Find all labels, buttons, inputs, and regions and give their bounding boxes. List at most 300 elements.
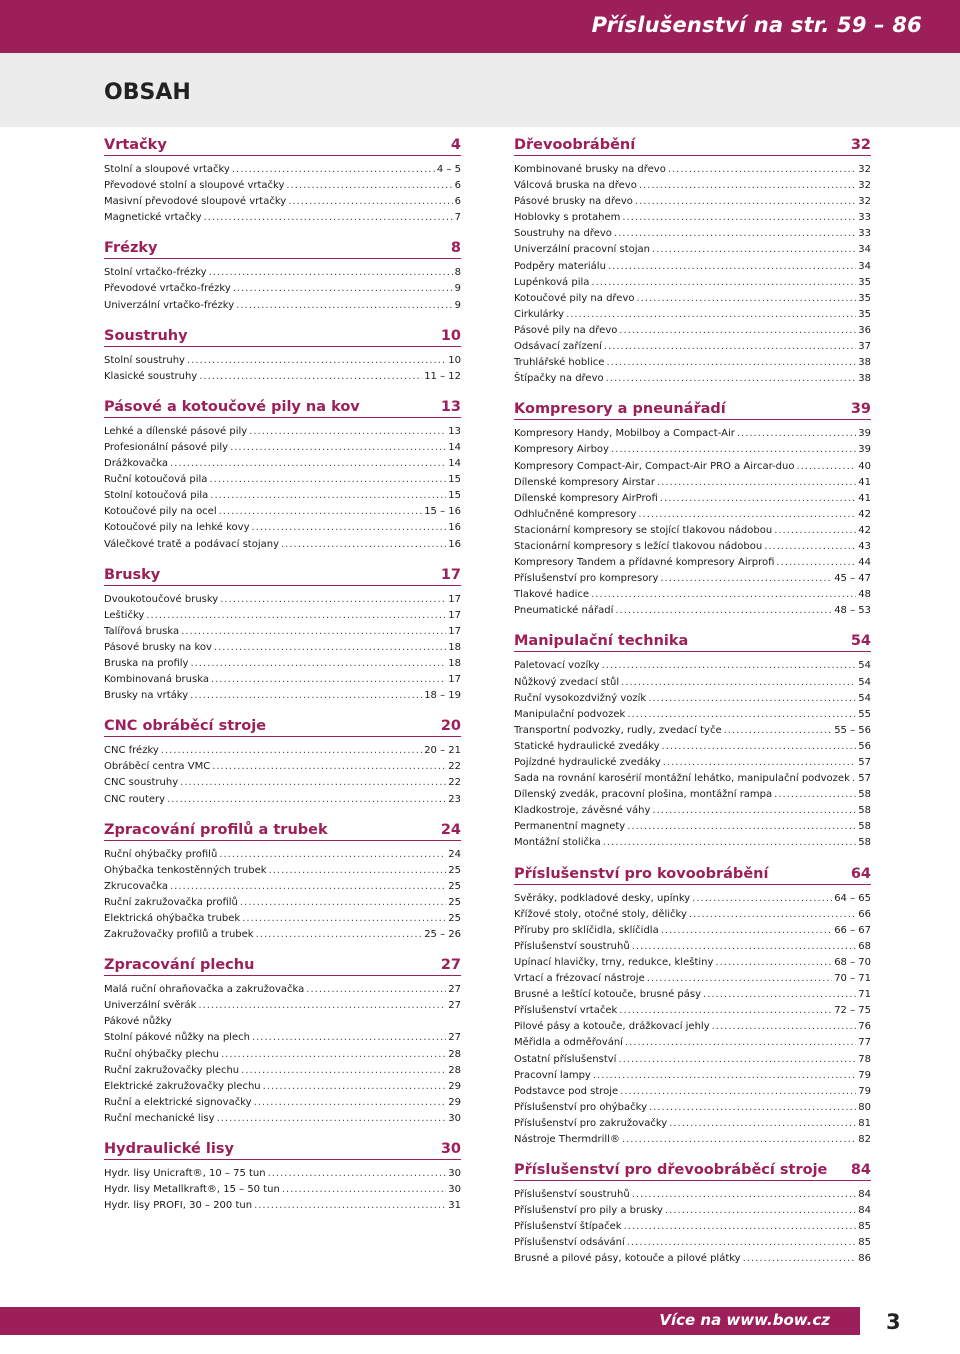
entry-label: Hydr. lisy PROFI, 30 – 200 tun bbox=[104, 1200, 253, 1212]
dot-leader bbox=[591, 275, 856, 291]
section-title: Frézky bbox=[104, 240, 158, 257]
entry-page: 29 bbox=[448, 1080, 461, 1092]
entry-label: Dílenské kompresory AirProfi bbox=[514, 492, 658, 504]
toc-entry[interactable] bbox=[104, 672, 461, 688]
toc-entry[interactable] bbox=[104, 1182, 461, 1198]
section-heading[interactable] bbox=[104, 324, 461, 347]
dot-leader bbox=[288, 194, 452, 210]
toc-entry[interactable] bbox=[514, 426, 871, 442]
toc-entry[interactable] bbox=[514, 739, 871, 755]
dot-leader bbox=[615, 603, 832, 619]
toc-entry[interactable] bbox=[514, 1235, 871, 1251]
toc-entry[interactable] bbox=[514, 939, 871, 955]
entry-page: 32 bbox=[858, 196, 871, 208]
toc-entry[interactable] bbox=[514, 835, 871, 851]
section-heading[interactable] bbox=[104, 1137, 461, 1160]
entry-label: Svěráky, podkladové desky, upínky bbox=[514, 892, 691, 904]
entry-label: Leštičky bbox=[104, 609, 145, 621]
entry-label: Ruční zakružovačky plechu bbox=[104, 1064, 240, 1076]
toc-entry[interactable] bbox=[514, 771, 871, 787]
toc-entry[interactable] bbox=[514, 1035, 871, 1051]
toc-section bbox=[104, 236, 461, 313]
toc-entry[interactable] bbox=[514, 658, 871, 674]
dot-leader bbox=[796, 459, 856, 475]
entry-page: 78 bbox=[858, 1053, 871, 1065]
entry-label: Příslušenství pro kompresory bbox=[514, 573, 659, 585]
entry-label: Příslušenství soustruhů bbox=[514, 1189, 630, 1201]
section-title: Zpracování plechu bbox=[104, 957, 255, 974]
entry-page: 38 bbox=[858, 357, 871, 369]
entry-label: Ruční zakružovačka profilů bbox=[104, 896, 238, 908]
toc-entry[interactable] bbox=[514, 755, 871, 771]
entry-page: 57 bbox=[858, 773, 871, 785]
toc-entry[interactable] bbox=[514, 819, 871, 835]
entry-label: Odsávací zařízení bbox=[514, 341, 602, 353]
section-title: Manipulační technika bbox=[514, 633, 689, 650]
toc-entry[interactable] bbox=[104, 424, 461, 440]
section-heading[interactable] bbox=[104, 953, 461, 976]
entry-label: Kladkostroje, závěsné váhy bbox=[514, 805, 651, 817]
entry-page: 25 bbox=[448, 913, 461, 924]
dot-leader bbox=[593, 1068, 856, 1084]
dot-leader bbox=[161, 743, 422, 759]
entry-label: Kompresory Handy, Mobilboy a Compact-Air bbox=[514, 428, 735, 440]
entry-page: 17 bbox=[448, 674, 461, 686]
toc-section bbox=[104, 563, 461, 705]
section-title: Brusky bbox=[104, 566, 161, 583]
toc-entry[interactable] bbox=[514, 987, 871, 1003]
entry-page: 81 bbox=[858, 1117, 871, 1129]
toc-entry[interactable] bbox=[104, 504, 461, 520]
toc-entry[interactable] bbox=[514, 1052, 871, 1068]
entry-page: 9 bbox=[454, 283, 461, 295]
section-heading[interactable] bbox=[104, 714, 461, 737]
entry-label: Ruční ohýbačky plechu bbox=[104, 1048, 219, 1060]
dot-leader bbox=[776, 555, 856, 571]
toc-entry[interactable] bbox=[514, 1068, 871, 1084]
toc-entry[interactable] bbox=[514, 1084, 871, 1100]
entry-label: Kotoučové pily na lehké kovy bbox=[104, 522, 250, 534]
toc-entry[interactable] bbox=[104, 162, 461, 178]
entry-label: Manipulační podvozek bbox=[514, 708, 626, 720]
toc-entry[interactable] bbox=[104, 537, 461, 553]
entry-label: Klasické soustruhy bbox=[104, 370, 198, 382]
toc-entry[interactable] bbox=[514, 1116, 871, 1132]
toc-entry[interactable] bbox=[514, 803, 871, 819]
toc-entry[interactable] bbox=[104, 863, 461, 879]
entry-page: 41 bbox=[858, 492, 871, 504]
toc-entry[interactable] bbox=[104, 1095, 461, 1111]
toc-section bbox=[104, 953, 461, 1127]
toc-entry[interactable] bbox=[514, 523, 871, 539]
entry-label: Truhlářské hoblice bbox=[514, 357, 605, 369]
entry-label: Kompresory Airboy bbox=[514, 444, 609, 456]
toc-entry[interactable] bbox=[104, 488, 461, 504]
toc-entry[interactable] bbox=[514, 691, 871, 707]
dot-leader bbox=[209, 265, 453, 281]
dot-leader bbox=[632, 939, 857, 955]
toc-entry[interactable] bbox=[514, 442, 871, 458]
toc-entry[interactable] bbox=[104, 265, 461, 281]
dot-leader bbox=[603, 835, 857, 851]
toc-entry[interactable] bbox=[104, 1079, 461, 1095]
section-heading[interactable] bbox=[104, 563, 461, 586]
section-heading[interactable] bbox=[514, 133, 871, 156]
toc-section bbox=[104, 714, 461, 807]
entry-label: Ostatní příslušenství bbox=[514, 1053, 617, 1065]
section-page: 10 bbox=[440, 327, 461, 344]
entry-page: 58 bbox=[858, 837, 871, 849]
dot-leader bbox=[737, 426, 856, 442]
entry-page: 41 bbox=[858, 476, 871, 488]
entry-page: 25 bbox=[448, 864, 461, 876]
toc-entry[interactable] bbox=[514, 1019, 871, 1035]
dot-leader bbox=[219, 504, 423, 520]
toc-entry[interactable] bbox=[514, 355, 871, 371]
entry-page: 64 – 65 bbox=[834, 892, 871, 904]
entry-label: Štípačky na dřevo bbox=[514, 373, 604, 385]
entry-label: Stolní vrtačko-frézky bbox=[104, 267, 207, 279]
dot-leader bbox=[252, 1030, 446, 1046]
toc-entry[interactable] bbox=[104, 1111, 461, 1127]
toc-section bbox=[514, 629, 871, 851]
entry-label: Hydr. lisy Metallkraft®, 15 – 50 tun bbox=[104, 1184, 280, 1196]
section-title: Pásové a kotoučové pily na kov bbox=[104, 398, 360, 415]
toc-entry[interactable] bbox=[104, 895, 461, 911]
section-heading[interactable] bbox=[514, 862, 871, 885]
toc-entry[interactable] bbox=[104, 792, 461, 808]
entry-page: 56 bbox=[858, 740, 871, 752]
dot-leader bbox=[624, 1219, 857, 1235]
dot-leader bbox=[638, 507, 856, 523]
entry-page: 30 bbox=[448, 1184, 461, 1196]
toc-entry[interactable] bbox=[514, 475, 871, 491]
toc-entry[interactable] bbox=[514, 371, 871, 387]
toc-entry[interactable] bbox=[104, 210, 461, 226]
toc-entry[interactable] bbox=[514, 275, 871, 291]
toc-entry[interactable] bbox=[514, 259, 871, 275]
toc-entry[interactable] bbox=[514, 955, 871, 971]
toc-entry[interactable] bbox=[104, 847, 461, 863]
dot-leader bbox=[621, 675, 856, 691]
entry-page: 8 bbox=[454, 267, 461, 279]
section-heading[interactable] bbox=[104, 818, 461, 841]
toc-entry[interactable] bbox=[514, 291, 871, 307]
entry-page: 24 bbox=[448, 848, 461, 860]
dot-leader bbox=[263, 1079, 447, 1095]
entry-label: Kombinované brusky na dřevo bbox=[514, 164, 666, 175]
entry-label: Převodové stolní a sloupové vrtačky bbox=[104, 180, 285, 192]
entry-page: 15 – 16 bbox=[424, 506, 461, 518]
entry-page: 55 bbox=[858, 708, 871, 720]
entry-label: Kombinovaná bruska bbox=[104, 674, 209, 686]
section-page: 13 bbox=[440, 398, 461, 415]
entry-page: 42 bbox=[858, 508, 871, 520]
toc-entry[interactable] bbox=[104, 879, 461, 895]
section-page: 30 bbox=[440, 1141, 461, 1158]
section-page: 39 bbox=[850, 401, 871, 418]
toc-entry[interactable] bbox=[514, 307, 871, 323]
entry-label: Dílenské kompresory Airstar bbox=[514, 476, 656, 488]
entry-page: 27 bbox=[448, 1000, 461, 1012]
toc-entry[interactable] bbox=[104, 640, 461, 656]
dot-leader bbox=[652, 242, 856, 258]
toc-entry[interactable] bbox=[514, 339, 871, 355]
toc-entry[interactable] bbox=[514, 162, 871, 178]
toc-entry[interactable] bbox=[514, 178, 871, 194]
dot-leader bbox=[724, 723, 833, 739]
entry-page: 28 bbox=[448, 1048, 461, 1060]
dot-leader bbox=[648, 691, 856, 707]
dot-leader bbox=[230, 440, 446, 456]
toc-entry[interactable] bbox=[104, 608, 461, 624]
dot-leader bbox=[661, 923, 832, 939]
footer-link[interactable]: Více na www.bow.cz bbox=[659, 1311, 830, 1329]
entry-label: Kompresory Compact-Air, Compact-Air PRO a Aircar-duo bbox=[514, 460, 795, 472]
toc-entry[interactable] bbox=[514, 723, 871, 739]
entry-label: Nástroje Thermdrill® bbox=[514, 1133, 620, 1145]
entry-label: Příslušenství odsávání bbox=[514, 1237, 625, 1249]
toc-entry[interactable] bbox=[514, 555, 871, 571]
toc-entry[interactable] bbox=[104, 194, 461, 210]
entry-page: 22 bbox=[448, 761, 461, 773]
entry-label: Lehké a dílenské pásové pily bbox=[104, 425, 248, 437]
dot-leader bbox=[170, 456, 446, 472]
entry-label: Válečkové tratě a podávací stojany bbox=[104, 538, 279, 550]
toc-entry[interactable] bbox=[514, 603, 871, 619]
toc-entry[interactable] bbox=[104, 281, 461, 297]
toc-entry[interactable] bbox=[104, 369, 461, 385]
header-text: Příslušenství na str. 59 – 86 bbox=[591, 13, 922, 37]
toc-entry[interactable] bbox=[104, 1030, 461, 1046]
entry-page: 32 bbox=[858, 164, 871, 175]
entry-page: 10 bbox=[448, 354, 461, 366]
dot-leader bbox=[282, 1182, 446, 1198]
entry-page: 36 bbox=[858, 324, 871, 336]
entry-label: Ruční a elektrické signovačky bbox=[104, 1096, 252, 1108]
toc-entry[interactable] bbox=[104, 440, 461, 456]
entry-page: 38 bbox=[858, 373, 871, 385]
dot-leader bbox=[614, 226, 856, 242]
toc-entry[interactable] bbox=[104, 1047, 461, 1063]
dot-leader bbox=[692, 891, 832, 907]
toc-entry[interactable] bbox=[514, 194, 871, 210]
entry-page: 25 – 26 bbox=[424, 929, 461, 941]
entry-label: CNC soustruhy bbox=[104, 777, 179, 789]
section-page: 24 bbox=[440, 821, 461, 838]
dot-leader bbox=[669, 1116, 856, 1132]
toc-entry[interactable] bbox=[514, 675, 871, 691]
toc-entry[interactable] bbox=[104, 743, 461, 759]
entry-page: 80 bbox=[858, 1101, 871, 1113]
toc-entry[interactable] bbox=[104, 1198, 461, 1214]
toc-entry[interactable] bbox=[514, 242, 871, 258]
section-heading[interactable] bbox=[514, 1158, 871, 1181]
dot-leader bbox=[220, 592, 446, 608]
dot-leader bbox=[657, 475, 856, 491]
section-heading[interactable] bbox=[104, 395, 461, 418]
toc-entry[interactable] bbox=[104, 456, 461, 472]
entry-label: Talířová bruska bbox=[104, 625, 180, 637]
entry-label: Profesionální pásové pily bbox=[104, 441, 229, 453]
section-heading[interactable] bbox=[514, 629, 871, 652]
entry-page: 42 bbox=[858, 524, 871, 536]
entry-label: Stolní kotoučová pila bbox=[104, 490, 209, 502]
toc-entry[interactable] bbox=[514, 1251, 871, 1267]
dot-leader bbox=[190, 656, 446, 672]
dot-leader bbox=[608, 259, 856, 275]
toc-entry[interactable] bbox=[104, 656, 461, 672]
entry-label: Zkrucovačka bbox=[104, 880, 168, 892]
dot-leader bbox=[242, 911, 446, 927]
dot-leader bbox=[591, 587, 856, 603]
entry-page: 6 bbox=[454, 196, 461, 208]
toc-entry[interactable] bbox=[514, 323, 871, 339]
toc-entry[interactable] bbox=[104, 178, 461, 194]
toc-entry[interactable] bbox=[104, 982, 461, 998]
dot-leader bbox=[652, 803, 856, 819]
toc-entry[interactable] bbox=[514, 907, 871, 923]
entry-label: Křížové stoly, otočné stoly, děličky bbox=[514, 908, 687, 920]
toc-entry[interactable] bbox=[514, 210, 871, 226]
entry-label: Měřidla a odměřování bbox=[514, 1037, 623, 1049]
toc-entry[interactable] bbox=[104, 624, 461, 640]
toc-entry[interactable] bbox=[514, 507, 871, 523]
section-title: Dřevoobrábění bbox=[514, 137, 636, 153]
entry-label: Převodové vrtačko-frézky bbox=[104, 283, 231, 295]
entry-page: 15 bbox=[448, 490, 461, 502]
toc-entry[interactable] bbox=[514, 971, 871, 987]
dot-leader bbox=[622, 1132, 856, 1148]
toc-entry[interactable] bbox=[514, 226, 871, 242]
entry-page: 48 – 53 bbox=[834, 605, 871, 617]
dot-leader bbox=[198, 998, 446, 1014]
toc-entry[interactable] bbox=[514, 1100, 871, 1116]
toc-entry[interactable] bbox=[514, 1203, 871, 1219]
entry-page: 58 bbox=[858, 821, 871, 833]
dot-leader bbox=[620, 1084, 856, 1100]
entry-page: 31 bbox=[448, 1200, 461, 1212]
toc-section bbox=[104, 395, 461, 553]
toc-entry[interactable] bbox=[104, 1014, 461, 1030]
toc-entry[interactable] bbox=[104, 775, 461, 791]
entry-page: 68 bbox=[858, 940, 871, 952]
entry-label: Příslušenství pro zakružovačky bbox=[514, 1117, 668, 1129]
entry-page: 54 bbox=[858, 660, 871, 672]
toc-entry[interactable] bbox=[104, 998, 461, 1014]
entry-label: Ruční vysokozdvižný vozík bbox=[514, 692, 647, 704]
entry-page: 39 bbox=[858, 428, 871, 440]
toc-section bbox=[514, 1158, 871, 1267]
section-heading[interactable] bbox=[104, 133, 461, 156]
dot-leader bbox=[712, 1019, 857, 1035]
section-page: 4 bbox=[450, 137, 461, 153]
entry-page: 4 – 5 bbox=[436, 164, 461, 175]
entry-label: Ruční kotoučová pila bbox=[104, 474, 208, 486]
entry-page: 25 bbox=[448, 896, 461, 908]
toc-entry[interactable] bbox=[514, 923, 871, 939]
dot-leader bbox=[635, 194, 856, 210]
dot-leader bbox=[660, 571, 832, 587]
dot-leader bbox=[647, 971, 832, 987]
entry-page: 20 – 21 bbox=[424, 745, 461, 757]
dot-leader bbox=[774, 787, 856, 803]
toc-entry[interactable] bbox=[514, 459, 871, 475]
section-title: Příslušenství pro kovoobrábění bbox=[514, 865, 769, 882]
entry-label: Příslušenství pro ohýbačky bbox=[514, 1101, 648, 1113]
toc-entry[interactable] bbox=[104, 1166, 461, 1182]
entry-label: Masivní převodové sloupové vrtačky bbox=[104, 196, 287, 208]
dot-leader bbox=[604, 339, 856, 355]
toc-entry[interactable] bbox=[514, 587, 871, 603]
toc-entry[interactable] bbox=[514, 1187, 871, 1203]
entry-page: 77 bbox=[858, 1037, 871, 1049]
toc-entry[interactable] bbox=[514, 891, 871, 907]
entry-page: 30 bbox=[448, 1112, 461, 1124]
toc-entry[interactable] bbox=[104, 911, 461, 927]
entry-label: Soustruhy na dřevo bbox=[514, 228, 612, 240]
toc-entry[interactable] bbox=[104, 298, 461, 314]
entry-page: 32 bbox=[858, 180, 871, 192]
toc-entry[interactable] bbox=[514, 491, 871, 507]
entry-page: 66 bbox=[858, 908, 871, 920]
dot-leader bbox=[774, 523, 856, 539]
entry-label: Permanentní magnety bbox=[514, 821, 626, 833]
entry-page: 55 – 56 bbox=[834, 724, 871, 736]
section-title: CNC obráběcí stroje bbox=[104, 718, 267, 735]
toc-entry[interactable] bbox=[514, 1219, 871, 1235]
section-heading[interactable] bbox=[514, 397, 871, 420]
toc-entry[interactable] bbox=[514, 1003, 871, 1019]
toc-entry[interactable] bbox=[514, 539, 871, 555]
dot-leader bbox=[281, 537, 446, 553]
toc-entry[interactable] bbox=[104, 927, 461, 943]
entry-label: Ohýbačka tenkostěnných trubek bbox=[104, 864, 267, 876]
toc-entry[interactable] bbox=[514, 571, 871, 587]
entry-page: 30 bbox=[448, 1168, 461, 1180]
toc-entry[interactable] bbox=[104, 472, 461, 488]
toc-entry[interactable] bbox=[514, 787, 871, 803]
toc-entry[interactable] bbox=[514, 707, 871, 723]
section-page: 54 bbox=[850, 633, 871, 650]
section-page: 84 bbox=[850, 1162, 871, 1179]
section-title: Vrtačky bbox=[104, 137, 167, 153]
dot-leader bbox=[181, 624, 446, 640]
entry-label: Ruční mechanické lisy bbox=[104, 1112, 215, 1124]
dot-leader bbox=[209, 472, 446, 488]
dot-leader bbox=[703, 987, 856, 1003]
toc-entry[interactable] bbox=[104, 520, 461, 536]
entry-page: 71 bbox=[858, 989, 871, 1001]
toc-entry[interactable] bbox=[104, 592, 461, 608]
entry-label: Vrtací a frézovací nástroje bbox=[514, 973, 645, 985]
toc-entry[interactable] bbox=[104, 759, 461, 775]
entry-label: Kotoučové pily na dřevo bbox=[514, 292, 635, 304]
dot-leader bbox=[566, 307, 856, 323]
dot-leader bbox=[619, 323, 856, 339]
toc-entry[interactable] bbox=[514, 1132, 871, 1148]
toc-entry[interactable] bbox=[104, 353, 461, 369]
entry-page: 39 bbox=[858, 444, 871, 456]
entry-label: Dílenský zvedák, pracovní plošina, montážní rampa bbox=[514, 789, 773, 801]
entry-label: Ruční ohýbačky profilů bbox=[104, 848, 218, 860]
toc-entry[interactable] bbox=[104, 688, 461, 704]
toc-entry[interactable] bbox=[104, 1063, 461, 1079]
dot-leader bbox=[637, 291, 857, 307]
entry-label: Podpěry materiálu bbox=[514, 260, 606, 272]
dot-leader bbox=[627, 819, 856, 835]
section-heading[interactable] bbox=[104, 236, 461, 259]
